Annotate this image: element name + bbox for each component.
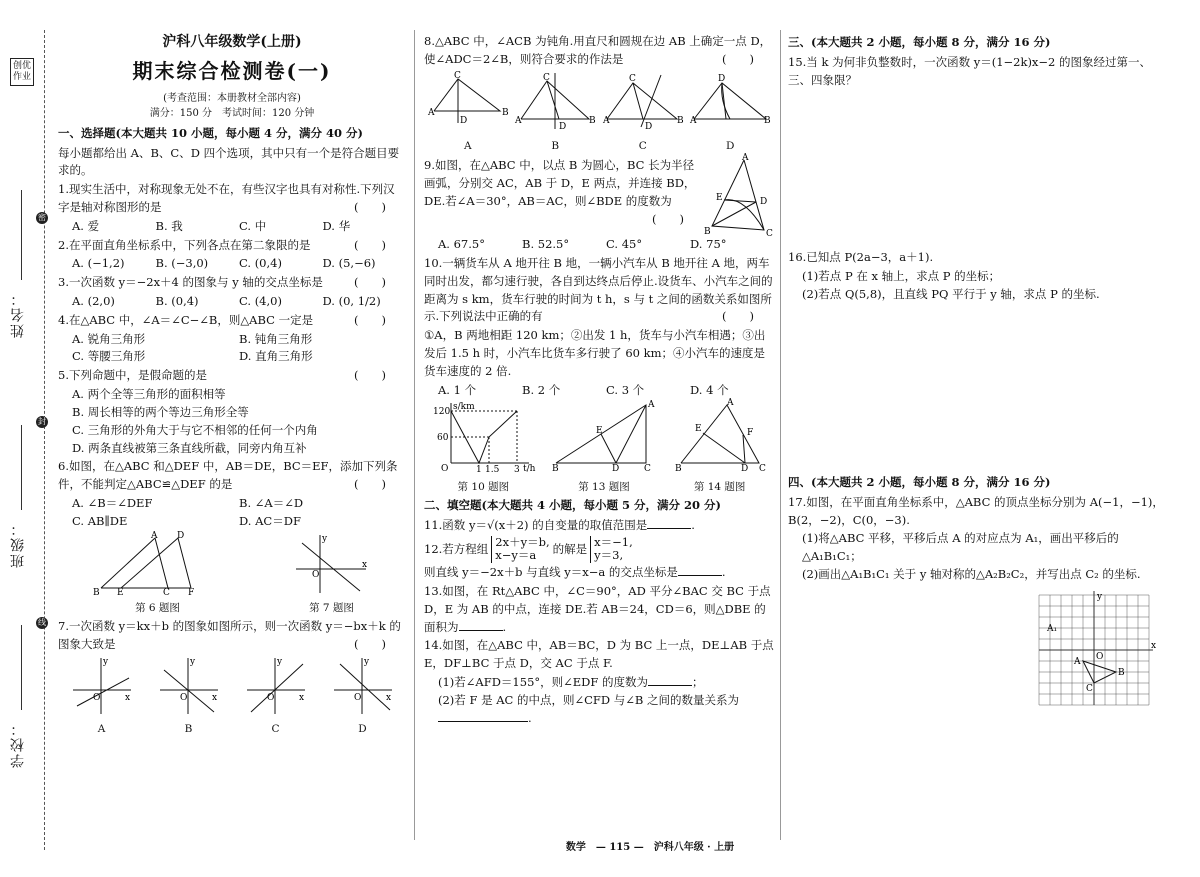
- seal-mark: 线: [38, 618, 46, 627]
- seal-mark: 密: [38, 213, 46, 222]
- svg-text:1.5: 1.5: [485, 465, 500, 476]
- svg-text:B: B: [674, 464, 682, 475]
- option: A. 两个全等三角形的面积相等: [72, 387, 226, 402]
- seal-mark: 封: [38, 417, 46, 426]
- svg-text:O: O: [441, 464, 449, 475]
- option: B. 周长相等的两个等边三角形全等: [72, 404, 249, 419]
- svg-text:B: B: [764, 115, 771, 126]
- question-13: 13.如图，在 Rt△ABC 中，∠C＝90°，AD 平分∠BAC 交 BC 于点 D，E 为 AB 的中点，连接 DE.若 AB＝24，CD＝6，则△DBE 的面积为 .: [424, 584, 771, 634]
- caption: 第 10 题图: [457, 480, 510, 493]
- svg-text:A: A: [150, 530, 157, 541]
- section-heading: 三、(本大题共 2 小题，每小题 8 分，满分 16 分): [788, 35, 1051, 49]
- svg-text:F: F: [746, 428, 753, 439]
- svg-text:A: A: [602, 115, 610, 126]
- svg-text:3: 3: [514, 465, 521, 476]
- option-construction: A B C D C: [602, 73, 684, 152]
- svg-text:E: E: [716, 193, 723, 204]
- svg-text:B: B: [676, 115, 684, 126]
- svg-text:D: D: [559, 121, 567, 132]
- figure-17: [788, 590, 1166, 716]
- name-label: 姓名：: [10, 290, 26, 338]
- svg-text:O: O: [266, 692, 274, 703]
- question-6: 6.如图，在△ABC 和△DEF 中，AB＝DE，BC＝EF，添加下列条件，不能判定△ABC≌△DEF 的是 ( ): [58, 459, 398, 492]
- question-3: 3.一次函数 y＝−2x＋4 的图象与 y 轴的交点坐标是 ( ): [58, 275, 386, 290]
- svg-text:O: O: [311, 569, 319, 580]
- coordinate-grid: [1034, 590, 1157, 710]
- figure-row: [58, 530, 406, 617]
- column-1: [58, 32, 406, 739]
- options: A. (−1,2) B. (−3,0) C. (0,4) D. (5,−6): [72, 256, 376, 271]
- score-time: 满分：150 分 考试时间：120 分钟: [149, 108, 315, 120]
- options: C. AB∥DE D. AC＝DF: [72, 513, 301, 528]
- right-triangle-diagram: [552, 401, 656, 473]
- svg-text:B: B: [551, 464, 559, 475]
- svg-text:C: C: [766, 229, 773, 240]
- question-17-part-2: (2)画出△A₁B₁C₁ 关于 y 轴对称的△A₂B₂C₂，并写出点 C₂ 的坐标.: [802, 566, 1141, 581]
- svg-text:A: A: [742, 153, 749, 164]
- svg-text:C: C: [162, 587, 170, 598]
- page-footer: 数学 — 115 — 沪科八年级 · 上册: [565, 842, 735, 853]
- binding-margin: [0, 0, 55, 877]
- scope-note: (考查范围：本册教材全部内容): [163, 92, 301, 104]
- option-graph: y x O D: [332, 656, 394, 738]
- section-heading: 四、(本大题共 2 小题，每小题 8 分，满分 16 分): [788, 474, 1051, 489]
- figure-14: [674, 398, 766, 495]
- svg-text:A: A: [726, 398, 734, 409]
- origin-label: O: [1096, 651, 1104, 662]
- svg-text:F: F: [187, 587, 194, 598]
- svg-text:s/km: s/km: [453, 402, 475, 413]
- question-2: 2.在平面直角坐标系中，下列各点在第二象限的是 ( ): [58, 237, 386, 252]
- svg-text:E: E: [694, 424, 702, 435]
- section-intro: 每小题都给出 A、B、C、D 四个选项，其中只有一个是符合题目要求的。: [58, 145, 400, 178]
- options: A. 锐角三角形 B. 钝角三角形: [72, 331, 313, 346]
- svg-text:1: 1: [476, 465, 483, 476]
- question-16: 16.已知点 P(2a−3，a＋1).: [788, 250, 934, 265]
- svg-text:A: A: [427, 107, 435, 118]
- options: A. 67.5° B. 52.5° C. 45° D. 75°: [438, 237, 727, 252]
- caption: 第 6 题图: [135, 601, 180, 614]
- svg-text:x: x: [298, 692, 304, 703]
- answer-space: [788, 90, 1166, 248]
- svg-text:B: B: [589, 115, 596, 126]
- question-15: 15.当 k 为何非负整数时，一次函数 y＝(1−2k)x−2 的图象经过第一、三、四象限？: [788, 54, 1152, 87]
- cut-line: [44, 30, 45, 850]
- svg-text:A: A: [647, 400, 655, 411]
- svg-text:O: O: [179, 692, 187, 703]
- class-label: 班级：: [10, 520, 26, 568]
- svg-text:D: D: [718, 73, 726, 84]
- svg-text:120: 120: [433, 407, 451, 418]
- svg-text:E: E: [595, 426, 603, 437]
- option-graph: y x O C: [245, 656, 307, 738]
- svg-text:y: y: [363, 656, 369, 667]
- svg-text:C: C: [643, 464, 651, 475]
- options: A. 1 个 B. 2 个 C. 3 个 D. 4 个: [438, 382, 729, 397]
- answer-space: [788, 304, 1166, 472]
- figure-row: [424, 398, 774, 495]
- distance-time-graph: [433, 401, 536, 476]
- svg-text:x: x: [361, 559, 367, 570]
- svg-text:D: D: [644, 121, 652, 132]
- caption: 第 14 题图: [693, 480, 746, 493]
- column-2: [424, 32, 774, 728]
- question-4: 4.在△ABC 中，∠A＝∠C−∠B，则△ABC 一定是 ( ): [58, 312, 386, 327]
- svg-text:D: D: [740, 464, 748, 475]
- question-10: 10.一辆货车从 A 地开往 B 地，一辆小汽车从 B 地开往 A 地，两车同时出发，都匀速行驶，各自到达终点后停止.设货车、小汽车之间的距离为 s km，货车行驶的时间为 t h，s 与 t 之间的函数关系如图所示.下列说法中正确的有 ( ): [424, 255, 773, 324]
- question-14-part-1: (1)若∠AFD＝155°，则∠EDF 的度数为 ；: [438, 675, 704, 690]
- svg-text:A: A: [690, 115, 697, 126]
- q8-options: [424, 71, 774, 155]
- svg-text:C: C: [453, 70, 461, 81]
- figure-7: [292, 533, 372, 617]
- svg-text:C: C: [758, 464, 766, 475]
- svg-text:A: A: [515, 115, 522, 126]
- option-construction: A B D D: [690, 73, 771, 152]
- question-7: 7.一次函数 y＝kx＋b 的图象如图所示，则一次函数 y＝−bx＋k 的图象大致是 ( ): [58, 619, 401, 651]
- svg-text:y: y: [189, 656, 195, 667]
- svg-text:D: D: [459, 115, 467, 126]
- svg-text:C: C: [543, 72, 551, 83]
- svg-text:t/h: t/h: [523, 464, 536, 475]
- svg-text:B: B: [92, 587, 100, 598]
- options: A. 爱 B. 我 C. 中 D. 华: [72, 218, 351, 233]
- column-rule: [780, 30, 781, 840]
- svg-text:E: E: [116, 587, 124, 598]
- brand-tag: 创优作业: [10, 58, 34, 86]
- question-9: 9.如图，在△ABC 中，以点 B 为圆心，BC 长为半径画弧，分别交 AC，AB 于 D，E 两点，并连接 BD，DE.若∠A＝30°，AB＝AC，则∠BDE 的度数为 ( ) A E D B C: [424, 153, 773, 240]
- option-construction: A B C D B: [515, 72, 596, 152]
- section-heading: 一、选择题(本大题共 10 小题，每小题 4 分，满分 40 分): [58, 125, 363, 140]
- svg-text:x: x: [211, 692, 217, 703]
- option-construction: A B C D A: [427, 70, 509, 152]
- question-11: 11.函数 y＝√(x＋2) 的自变量的取值范围是 .: [424, 517, 695, 532]
- name-line: [21, 190, 22, 280]
- question-16-part-1: (1)若点 P 在 x 轴上，求点 P 的坐标；: [802, 269, 1001, 284]
- q7-options: [58, 656, 406, 738]
- figure-13: [552, 401, 656, 495]
- options: C. 等腰三角形 D. 直角三角形: [72, 349, 313, 364]
- axes-diagram: [292, 533, 372, 595]
- column-rule: [414, 30, 415, 840]
- svg-text:B: B: [501, 107, 509, 118]
- question-14-part-2: (2)若 F 是 AC 的中点，则∠CFD 与∠B 之间的数量关系为.: [438, 692, 740, 725]
- vertex-label: A: [1074, 656, 1081, 667]
- svg-text:60: 60: [437, 433, 449, 444]
- axis-label: x: [1151, 640, 1157, 651]
- question-16-part-2: (2)若点 Q(5,8)，且直线 PQ 平行于 y 轴，求点 P 的坐标.: [802, 287, 1100, 302]
- svg-text:C: C: [628, 73, 636, 84]
- option-graph: y x O A: [71, 656, 133, 738]
- triangles-diagram: [92, 530, 223, 598]
- question-17-part-1: (1)将△ABC 平移，平移后点 A 的对应点为 A₁，画出平移后的△A₁B₁C₁；: [802, 531, 1119, 564]
- svg-text:D: D: [176, 530, 184, 541]
- series-title: 沪科八年级数学(上册): [162, 34, 302, 50]
- statements: ①A，B 两地相距 120 km；②出发 1 h，货车与小汽车相遇；③出发后 1.5 h 时，小汽车比货车多行驶了 60 km；④小汽车的速度是货车速度的 2 倍.: [424, 328, 766, 378]
- question-1: 1.现实生活中，对称现象无处不在，有些汉字也具有对称性.下列汉字是轴对称图形的是 ( ): [58, 182, 395, 214]
- axis-label: y: [1097, 591, 1103, 602]
- vertex-label: A₁: [1047, 623, 1058, 634]
- svg-text:O: O: [353, 692, 361, 703]
- question-8: 8.△ABC 中，∠ACB 为钝角.用直尺和圆规在边 AB 上确定一点 D，使∠ADC＝2∠B，则符合要求的作法是 ( ): [424, 34, 772, 66]
- school-label: 学校：: [10, 720, 26, 768]
- school-line: [21, 625, 22, 710]
- figure-10: [433, 401, 536, 495]
- option: D. 两条直线被第三条直线所截，同旁内角互补: [72, 440, 307, 455]
- caption: 第 13 题图: [578, 480, 630, 493]
- vertex-label: B: [1118, 667, 1125, 678]
- svg-text:D: D: [611, 464, 620, 475]
- option: C. 三角形的外角大于与它不相邻的任何一个内角: [72, 422, 318, 437]
- svg-text:x: x: [124, 692, 130, 703]
- page-title: 期末综合检测卷(一): [132, 58, 332, 83]
- option-graph: y x O B: [158, 656, 220, 738]
- options: A. ∠B＝∠DEF B. ∠A＝∠D: [72, 495, 304, 510]
- class-line: [21, 425, 22, 510]
- svg-text:D: D: [760, 197, 768, 208]
- svg-text:y: y: [276, 656, 282, 667]
- svg-text:x: x: [385, 692, 391, 703]
- svg-text:O: O: [92, 692, 100, 703]
- svg-text:y: y: [102, 656, 108, 667]
- question-5: 5.下列命题中，是假命题的是 ( ): [58, 368, 386, 383]
- question-17: 17.如图，在平面直角坐标系中，△ABC 的顶点坐标分别为 A(−1，−1)，B(2，−2)，C(0，−3).: [788, 494, 1164, 527]
- column-3: [788, 32, 1166, 716]
- isosceles-diagram: [674, 398, 766, 475]
- figure-6: [92, 530, 223, 617]
- svg-text:y: y: [321, 533, 327, 544]
- svg-text:B: B: [704, 227, 711, 238]
- vertex-label: C: [1086, 683, 1093, 694]
- question-14: 14.如图，在△ABC 中，AB＝BC，D 为 BC 上一点，DE⊥AB 于点 E，DF⊥BC 于点 D，交 AC 于点 F.: [424, 638, 774, 671]
- caption: 第 7 题图: [309, 601, 354, 614]
- question-12: 12.若方程组 2x＋y＝b, x−y＝a 的解是 x＝−1, y＝3,: [424, 534, 633, 563]
- question-12-cont: 则直线 y＝−2x＋b 与直线 y＝x−a 的交点坐标是 .: [424, 565, 726, 580]
- options: A. (2,0) B. (0,4) C. (4,0) D. (0, 1/2): [72, 294, 381, 308]
- section-heading: 二、填空题(本大题共 4 小题，每小题 5 分，满分 20 分): [424, 498, 721, 512]
- q9-diagram: [704, 153, 774, 240]
